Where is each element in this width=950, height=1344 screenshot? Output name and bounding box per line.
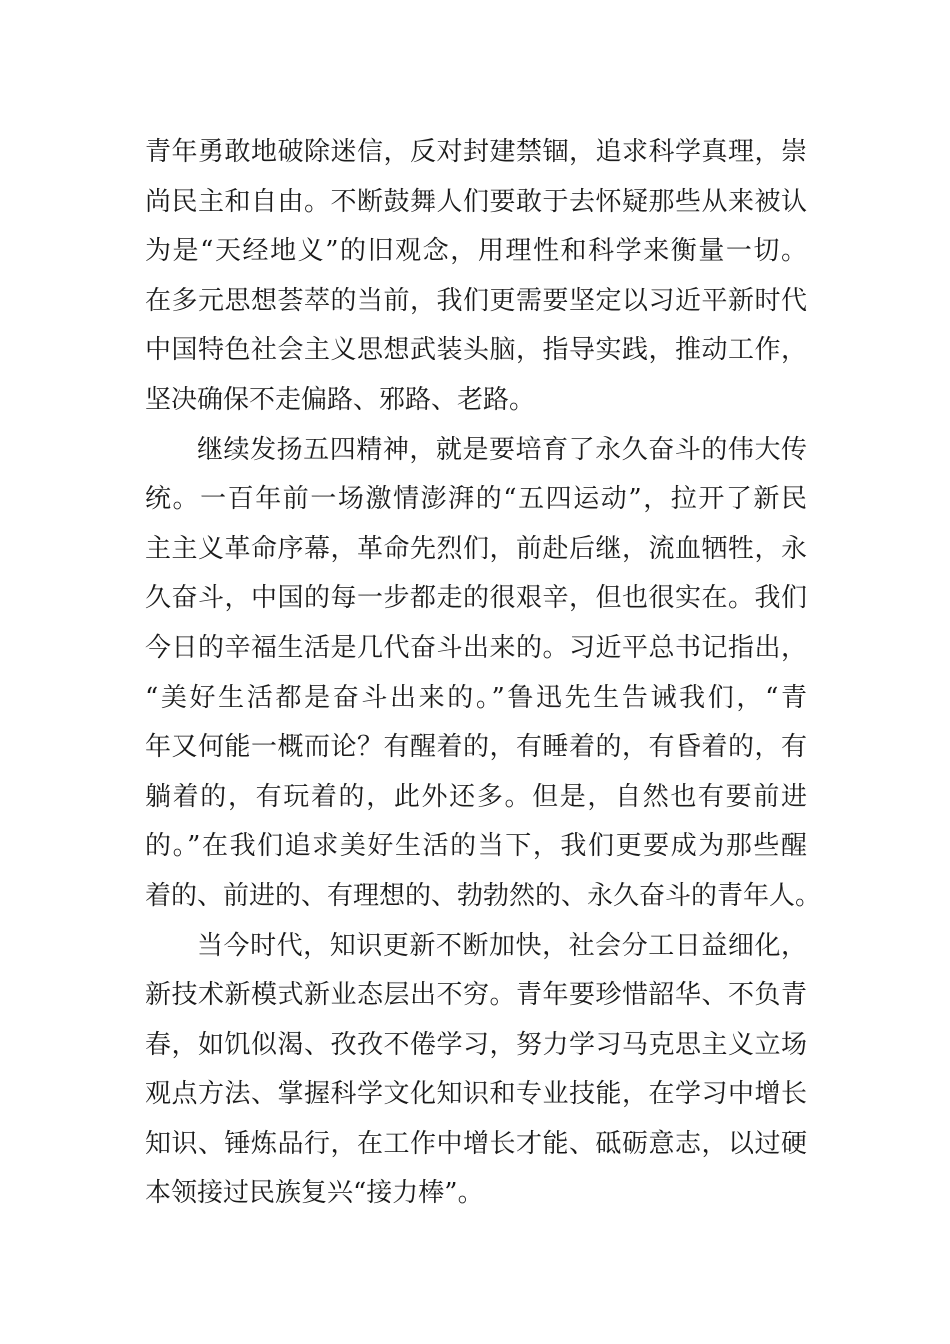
text-line: 年又何能一概而论？有醒着的，有睡着的，有昏着的，有 [145, 732, 807, 763]
document-body [145, 128, 822, 1219]
text-line: 本领接过民族复兴“接力棒”。 [145, 1178, 484, 1209]
paragraph-3 [145, 922, 807, 1220]
text-line: 继续发扬五四精神，就是要培育了永久奋斗的伟大传 [197, 434, 807, 465]
text-line: 观点方法、掌握科学文化知识和专业技能，在学习中增长 [145, 1079, 807, 1110]
text-line: 中国特色社会主义思想武装头脑，指导实践，推动工作， [145, 335, 807, 366]
text-line: 青年勇敢地破除迷信，反对封建禁锢，追求科学真理，崇 [145, 137, 807, 167]
text-line: 为是“天经地义”的旧观念，用理性和科学来衡量一切。 [145, 236, 807, 267]
text-line: 久奋斗，中国的每一步都走的很艰辛，但也很实在。我们 [145, 583, 807, 614]
text-line: 新技术新模式新业态层出不穷。青年要珍惜韶华、不负青 [145, 980, 807, 1011]
text-line: 坚决确保不走偏路、邪路、老路。 [145, 384, 536, 415]
text-line: 的。”在我们追求美好生活的当下，我们更要成为那些醒 [145, 831, 807, 862]
text-line: 主主义革命序幕，革命先烈们，前赴后继，流血牺牲，永 [145, 533, 807, 564]
text-line: 当今时代，知识更新不断加快，社会分工日益细化， [197, 930, 807, 961]
paragraph-2 [145, 426, 822, 922]
text-line: 统。一百年前一场激情澎湃的“五四运动”，拉开了新民 [145, 484, 807, 515]
text-line: 尚民主和自由。不断鼓舞人们要敢于去怀疑那些从来被认 [145, 186, 807, 217]
text-line: 春，如饥似渴、孜孜不倦学习，努力学习马克思主义立场 [145, 1029, 807, 1060]
text-line: 在多元思想荟萃的当前，我们更需要坚定以习近平新时代 [145, 285, 807, 316]
text-line: 知识、锤炼品行，在工作中增长才能、砥砺意志，以过硬 [145, 1128, 807, 1159]
text-line: “美好生活都是奋斗出来的。”鲁迅先生告诫我们，“青 [145, 682, 807, 713]
text-line: 今日的辛福生活是几代奋斗出来的。习近平总书记指出， [145, 632, 807, 663]
paragraph-1 [145, 128, 807, 426]
text-line: 着的、前进的、有理想的、勃勃然的、永久奋斗的青年人。 [145, 880, 822, 911]
text-line: 躺着的，有玩着的，此外还多。但是，自然也有要前进 [145, 781, 807, 812]
